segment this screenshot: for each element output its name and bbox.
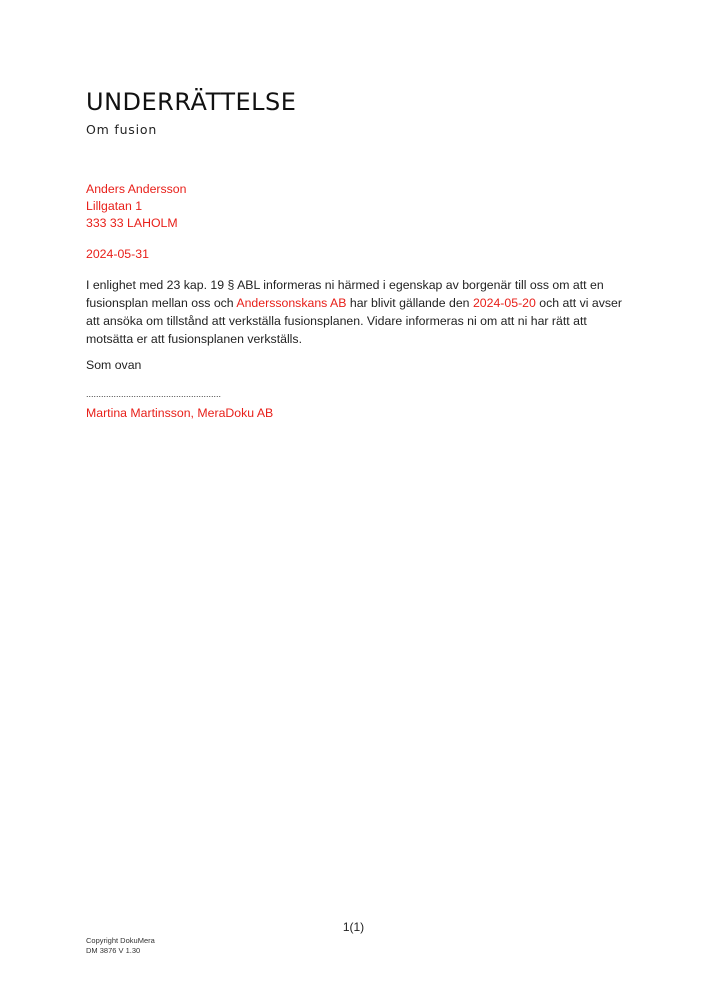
signature-line: ...................................................... xyxy=(86,389,222,399)
footer-copyright: Copyright DokuMera xyxy=(86,936,155,945)
body-text-part3: och att vi avser att ansöka om tillstånd att verkställa fusionsplanen. Vidare informeras ni om att ni har rätt att motsätta er att fusionsplanen verkställs. xyxy=(86,296,622,346)
body-text-part1: I enlighet med 23 kap. 19 § ABL informeras ni härmed i egenskap av borgenär till oss om att en fusionsplan mellan oss och xyxy=(86,278,604,310)
recipient-street: Lillgatan 1 xyxy=(86,199,143,213)
letter-body xyxy=(86,276,626,348)
document-subtitle: Om fusion xyxy=(86,122,158,137)
recipient-name: Anders Andersson xyxy=(86,182,187,196)
signer-name: Martina Martinsson, MeraDoku AB xyxy=(86,406,274,420)
page-footer xyxy=(86,936,155,956)
recipient-address xyxy=(86,181,187,232)
document-title: UNDERRÄTTELSE xyxy=(86,88,297,116)
body-text-part2: har blivit gällande den xyxy=(346,296,473,310)
letter-date: 2024-05-31 xyxy=(86,247,149,261)
merging-company: Anderssonskans AB xyxy=(236,296,347,310)
page-number: 1(1) xyxy=(342,920,365,934)
recipient-postal: 333 33 LAHOLM xyxy=(86,216,178,230)
effective-date: 2024-05-20 xyxy=(472,296,536,310)
closing-phrase: Som ovan xyxy=(86,358,142,372)
footer-doc-id: DM 3876 V 1.30 xyxy=(86,946,141,955)
